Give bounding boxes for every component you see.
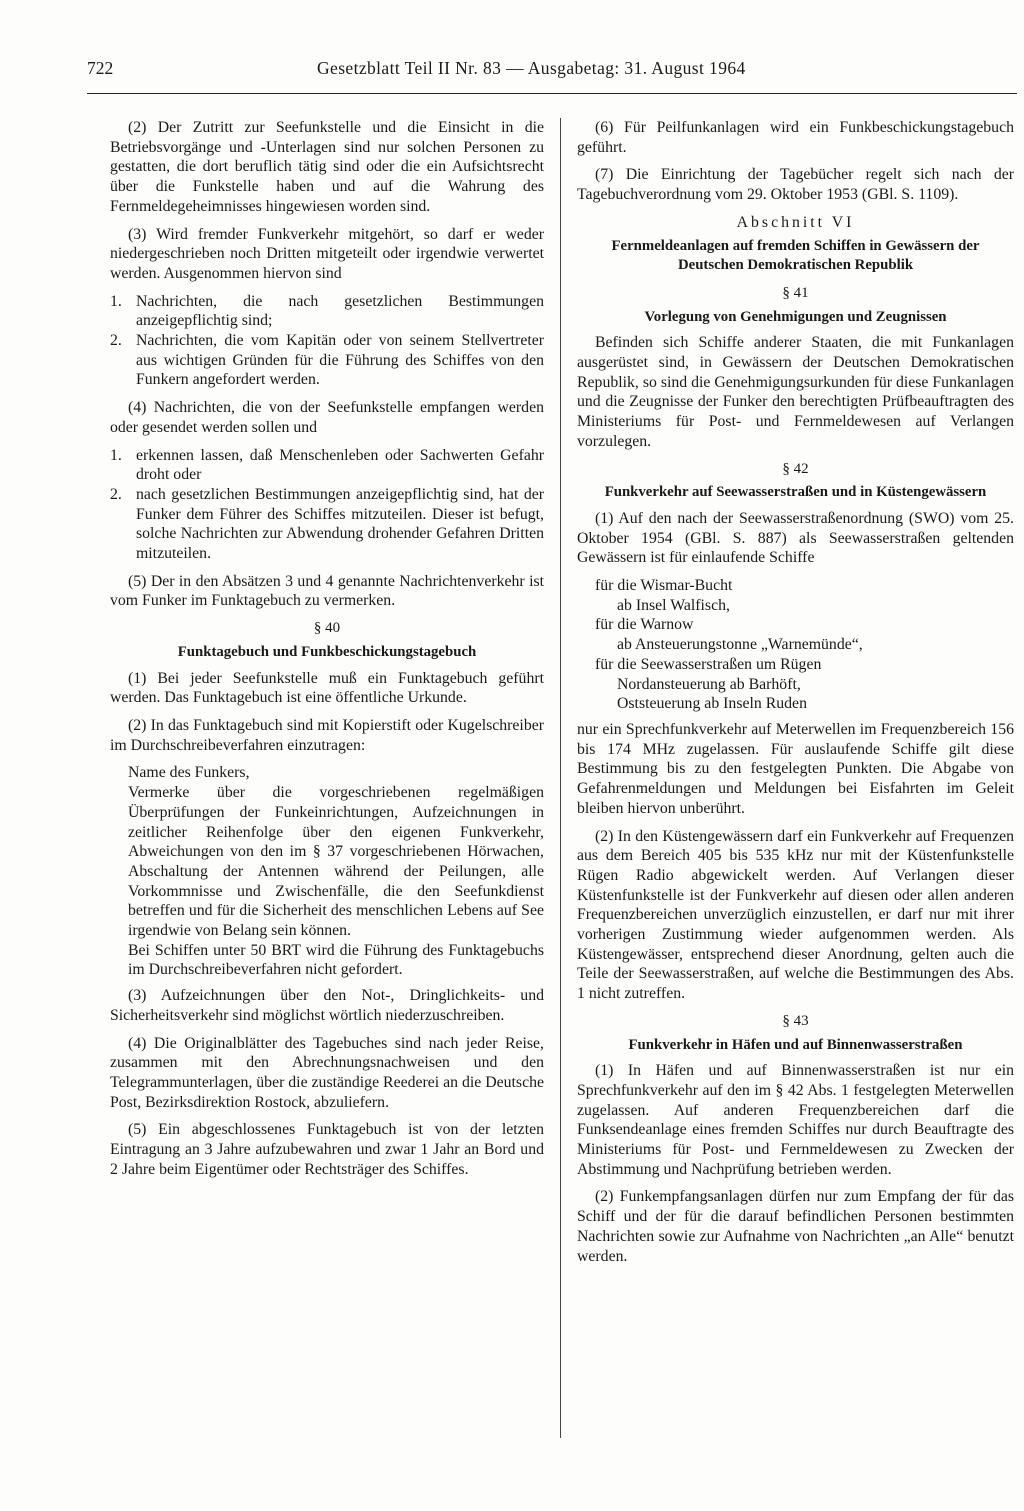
paragraph: (2) Der Zutritt zur Seefunkstelle und die Einsicht in die Betriebsvorgänge und -Unterlagen sind nur solchen Personen zu gestatten, die dort beruflich tätig sind oder die ein Aufsichtsrecht über die Funkstelle haben und auf die Wahrung des Fernmeldegeheimnisses hingewiesen worden sind. xyxy=(110,119,544,215)
chapter-label: Abschnitt VI xyxy=(736,213,855,231)
paragraph: (1) Bei jeder Seefunkstelle muß ein Funktagebuch geführt werden. Das Funktagebuch ist eine öffentliche Urkunde. xyxy=(110,669,544,707)
page-header xyxy=(87,58,1017,90)
entry-line: Bei Schiffen unter 50 BRT wird die Führung des Funktagebuchs im Durchschreibeverfahren nicht gefordert. xyxy=(128,941,544,979)
list-number: 2. xyxy=(110,485,122,503)
list-number: 1. xyxy=(110,292,122,310)
list-item xyxy=(110,485,544,564)
paragraph: (3) Wird fremder Funkverkehr mitgehört, so darf er weder niedergeschrieben noch Dritten mitgeteilt oder irgendwie verwertet werden. Ausgenommen hiervon sind xyxy=(110,225,544,282)
column-divider xyxy=(560,118,561,1438)
numbered-list xyxy=(110,292,544,391)
paragraph: (2) Funkempfangsanlagen dürfen nur zum Empfang der für das Schiff und der für die darauf befindlichen Personen bestimmten Nachrichten sowie zur Aufnahme von Nachrichten „an Alle“ benutzt werden. xyxy=(577,1188,1014,1265)
right-column xyxy=(577,118,1014,1274)
paragraph: Befinden sich Schiffe anderer Staaten, die mit Funkanlagen ausgerüstet sind, in Gewässern der Deutschen Demokratischen Republik, so sind die Genehmigungsurkunden für diese Funkanlagen und die Zeugnisse der Funker den berechtigten Prüfbeauftragten des Ministeriums für Post- und Fernmeldewesen auf Verlangen vorzulegen. xyxy=(577,334,1014,450)
section-title: Funktagebuch und Funkbeschickungstagebuch xyxy=(177,643,477,660)
waterway-line: für die Warnow xyxy=(595,616,694,634)
waterway-line: für die Seewasserstraßen um Rügen xyxy=(595,655,822,673)
left-column xyxy=(110,118,544,1187)
list-text: Nachrichten, die vom Kapitän oder von seinem Stellvertreter aus wichtigen Gründen für die Führung des Schiffes von den Funkern angefordert werden. xyxy=(136,332,544,389)
list-text: Nachrichten, die nach gesetzlichen Bestimmungen anzeigepflichtig sind; xyxy=(136,292,544,330)
list-item xyxy=(110,446,544,485)
paragraph: (4) Nachrichten, die von der Seefunkstelle empfangen werden oder gesendet werden sollen und xyxy=(110,399,544,436)
section-number: § 40 xyxy=(313,620,341,637)
list-number: 1. xyxy=(110,446,122,464)
paragraph: (3) Aufzeichnungen über den Not-, Dringlichkeits- und Sicherheitsverkehr sind möglichst wörtlich niederzuschreiben. xyxy=(110,987,544,1024)
entry-line: Vermerke über die vorgeschriebenen regelmäßigen Überprüfungen der Funkeinrichtungen, Aufzeichnungen in zeitlicher Reihenfolge über den eigenen Funkverkehr, Abweichungen von den im § 37 vorgeschriebenen Hörwachen, Abschaltung der Antennen während der Peilungen, alle Vorkommnisse und Zwischenfälle, die den Seefunkdienst betreffen und für die Sicherheit des menschlichen Lebens auf See irgendwie von Belang sein können. xyxy=(128,784,544,940)
header-rule xyxy=(87,93,1017,94)
paragraph: (5) Ein abgeschlossenes Funktagebuch ist von der letzten Eintragung an 3 Jahre aufzubewahren und zwar 1 Jahr an Bord und 2 Jahre beim Eigentümer oder Rechtsträger des Schiffes. xyxy=(110,1121,544,1178)
waterway-line: ab Ansteuerungstonne „Warnemünde“, xyxy=(617,636,863,654)
list-text: erkennen lassen, daß Menschenleben oder Sachwerten Gefahr droht oder xyxy=(136,446,544,484)
paragraph: (1) In Häfen und auf Binnenwasserstraßen ist nur ein Sprechfunkverkehr auf den im § 42 Abs. 1 festgelegten Meterwellen zugelassen. Auf anderen Frequenzbereichen darf die Funksendeanlage eines fremden Schiffes nur durch Beauftragte des Ministeriums für Post- und Fernmeldewesen zu Zwecken der Abstimmung und Nachprüfung betrieben werden. xyxy=(577,1062,1014,1178)
section-title: Vorlegung von Genehmigungen und Zeugnissen xyxy=(644,308,947,325)
list-item xyxy=(110,331,544,390)
waterway-list xyxy=(577,576,1014,714)
waterway-line: für die Wismar-Bucht xyxy=(595,577,733,595)
paragraph: nur ein Sprechfunkverkehr auf Meterwellen im Frequenzbereich 156 bis 174 MHz zugelassen. Für auslaufende Schiffe gilt diese Bestimmung bis zu den festgelegten Punkten. Die Abgabe von Gefahrenmeldungen und Meldungen bei Eisfahrten im Geleit bleiben hiervon unberührt. xyxy=(577,720,1014,817)
paragraph: (6) Für Peilfunkanlagen wird ein Funkbeschickungstagebuch geführt. xyxy=(577,119,1014,156)
numbered-list xyxy=(110,446,544,564)
paragraph: (4) Die Originalblätter des Tagebuches sind nach jeder Reise, zusammen mit den Abrechnungsnachweisen und den Telegrammunterlagen, über die zuständige Reederei an die Deutsche Post, Bezirksdirektion Rostock, abzuliefern. xyxy=(110,1034,544,1111)
entry-block xyxy=(110,763,544,980)
section-number: § 42 xyxy=(782,460,809,477)
section-title: Funkverkehr in Häfen und auf Binnenwasserstraßen xyxy=(628,1036,963,1053)
paragraph: (1) Auf den nach der Seewasserstraßenordnung (SWO) vom 25. Oktober 1954 (GBl. S. 887) als Seewasserstraßen geltenden Gewässern ist für einlaufende Schiffe xyxy=(577,509,1014,567)
waterway-line: Nordansteuerung ab Barhöft, xyxy=(617,675,801,693)
chapter-title: Fernmeldeanlagen auf fremden Schiffen in Gewässern der Deutschen Demokratischen Republik xyxy=(611,237,980,274)
waterway-line: Oststeuerung ab Inseln Ruden xyxy=(617,695,807,713)
section-number: § 41 xyxy=(782,284,809,301)
list-number: 2. xyxy=(110,332,122,350)
header-title: Gesetzblatt Teil II Nr. 83 — Ausgabetag: 31. August 1964 xyxy=(317,58,746,78)
entry-line: Name des Funkers, xyxy=(128,764,250,782)
paragraph: (7) Die Einrichtung der Tagebücher regelt sich nach der Tagebuchverordnung vom 29. Oktober 1953 (GBl. S. 1109). xyxy=(577,166,1014,204)
paragraph: (5) Der in den Absätzen 3 und 4 genannte Nachrichtenverkehr ist vom Funker im Funktagebuch zu vermerken. xyxy=(110,572,544,610)
section-number: § 43 xyxy=(782,1012,809,1029)
list-item xyxy=(110,292,544,331)
waterway-line: ab Insel Walfisch, xyxy=(617,596,730,614)
section-title: Funkverkehr auf Seewasserstraßen und in Küstengewässern xyxy=(604,484,987,501)
list-text: nach gesetzlichen Bestimmungen anzeigepflichtig sind, hat der Funker dem Führer des Schiffes mitzuteilen. Dieser ist befugt, solche Nachrichten zur Abwendung drohender Gefahren Dritten mitzuteilen. xyxy=(136,485,544,563)
page-number: 722 xyxy=(87,58,114,78)
paragraph: (2) In den Küstengewässern darf ein Funkverkehr auf Frequenzen aus dem Bereich 405 bis 535 kHz nur mit der Küstenfunkstelle Rügen Radio abgewickelt werden. Auf Verlangen dieser Küstenfunkstelle ist der Funkverkehr auf diesen oder allen anderen Frequenzbereichen unverzüglich einzustellen, er darf nur mit ihrer vorherigen Zustimmung wieder aufgenommen werden. Als Küstengewässer, entsprechend dieser Anordnung, gelten auch die Teile der Seewasserstraßen, auf welche die Bestimmungen des Abs. 1 nicht zutreffen. xyxy=(577,827,1014,1003)
paragraph: (2) In das Funktagebuch sind mit Kopierstift oder Kugelschreiber im Durchschreibeverfahren einzutragen: xyxy=(110,716,544,754)
